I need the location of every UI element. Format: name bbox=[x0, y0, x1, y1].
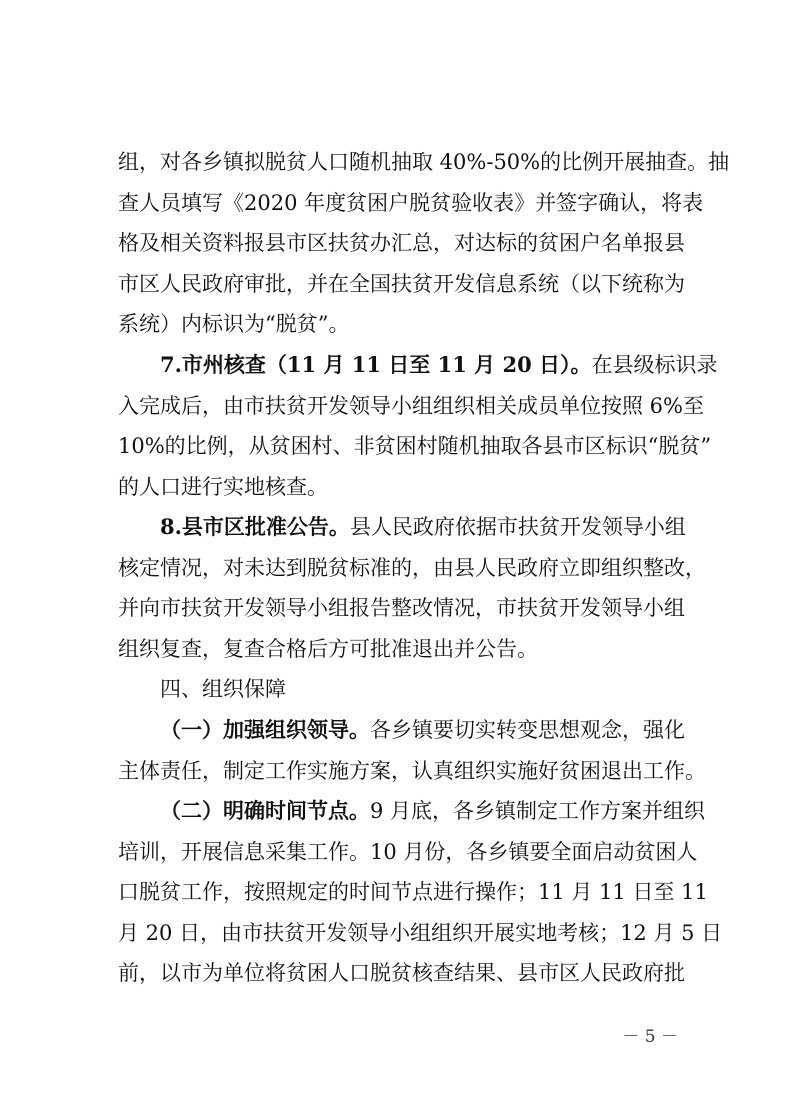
text-run: 各乡镇要切实转变思想观念，强化 bbox=[370, 718, 685, 742]
text-run: 在县级标识录 bbox=[591, 353, 718, 377]
text-line: 的人口进行实地核查。 bbox=[118, 474, 328, 499]
text-run: 县人民政府依据市扶贫开发领导小组 bbox=[349, 515, 686, 539]
text-line: 格及相关资料报县市区扶贫办汇总，对达标的贫困户名单报县 bbox=[118, 231, 685, 255]
text-line: 前，以市为单位将贫困人口脱贫核查结果、县市区人民政府批 bbox=[118, 961, 685, 985]
paragraph-timeline bbox=[118, 791, 723, 994]
text-line: 核定情况，对未达到脱贫标准的，由县人民政府立即组织整改， bbox=[118, 555, 706, 580]
text-line: 市区人民政府审批，并在全国扶贫开发信息系统（以下统称为 bbox=[118, 271, 685, 296]
text-line: 培训，开展信息采集工作。10 月份，各乡镇要全面启动贫困人 bbox=[118, 839, 698, 864]
section-title: 四、组织保障 bbox=[160, 677, 286, 701]
paragraph-verification bbox=[118, 142, 730, 345]
text-line: 主体责任，制定工作实施方案，认真组织实施好贫困退出工作。 bbox=[118, 758, 706, 783]
paragraph-heading: （二）明确时间节点。 bbox=[160, 798, 370, 823]
text-line: 月 20 日，由市扶贫开发领导小组组织开展实地考核；12 月 5 日 bbox=[118, 920, 723, 945]
text-line: 组织复查，复查合格后方可批准退出并公告。 bbox=[118, 636, 538, 661]
text-line bbox=[118, 507, 692, 548]
text-line: 组，对各乡镇拟脱贫人口随机抽取 40%-50%的比例开展抽查。抽 bbox=[118, 150, 730, 174]
section-heading bbox=[118, 669, 692, 710]
text-line: 10%的比例，从贫困村、非贫困村随机抽取各县市区标识“脱贫” bbox=[118, 434, 712, 458]
text-line bbox=[118, 345, 718, 386]
text-line bbox=[118, 791, 706, 832]
text-line: 系统）内标识为“脱贫”。 bbox=[118, 312, 350, 336]
paragraph-county-approval bbox=[118, 507, 706, 669]
paragraph-leadership bbox=[118, 710, 706, 791]
paragraph-heading: （一）加强组织领导。 bbox=[160, 717, 370, 742]
text-line bbox=[118, 710, 692, 751]
text-line: 口脱贫工作，按照规定的时间节点进行操作；11 月 11 日至 11 bbox=[118, 880, 708, 904]
paragraph-heading: 8.县市区批准公告。 bbox=[160, 514, 350, 539]
page-number: － 5 － bbox=[622, 1027, 678, 1047]
text-line: 入完成后，由市扶贫开发领导小组组织相关成员单位按照 6%至 bbox=[118, 393, 704, 418]
paragraph-heading: 7.市州核查（11 月 11 日至 11 月 20 日）。 bbox=[160, 352, 592, 377]
text-line: 并向市扶贫开发领导小组报告整改情况，市扶贫开发领导小组 bbox=[118, 596, 685, 620]
text-line: 查人员填写《2020 年度贫困户脱贫验收表》并签字确认，将表 bbox=[118, 190, 704, 215]
text-run: 9 月底，各乡镇制定工作方案并组织 bbox=[370, 799, 706, 823]
paragraph-city-check bbox=[118, 345, 718, 507]
